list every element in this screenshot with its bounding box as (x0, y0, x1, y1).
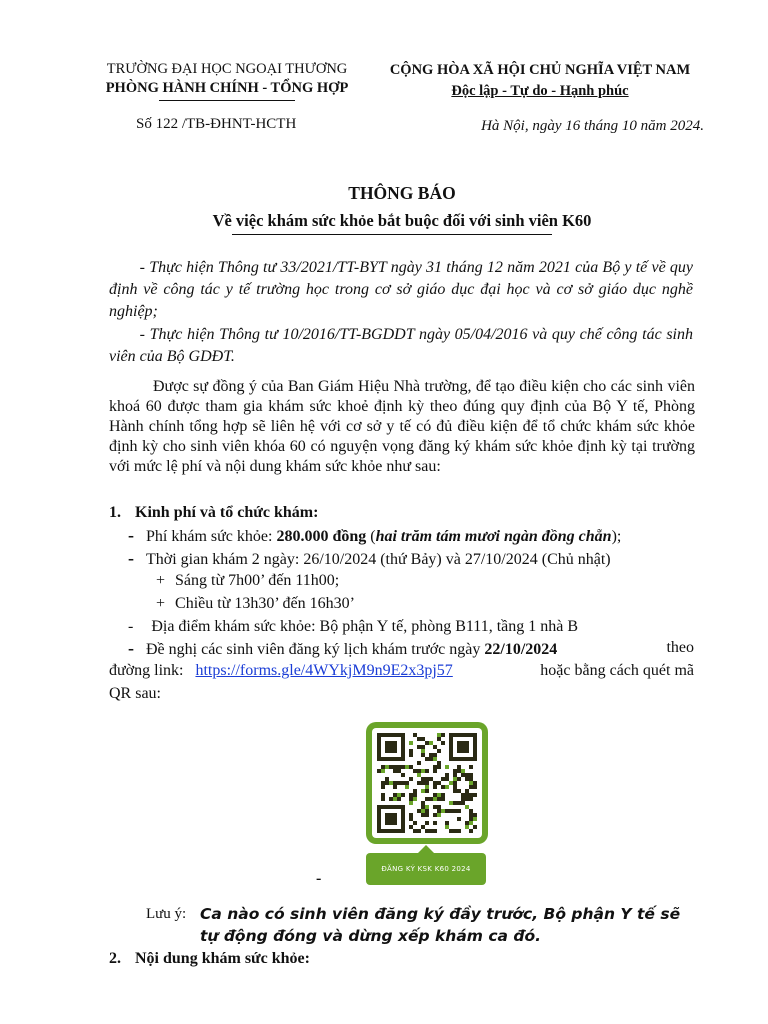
qr-module (433, 813, 437, 817)
qr-code-inner (372, 728, 482, 838)
qr-module (433, 769, 437, 773)
qr-module (461, 797, 465, 801)
qr-module (401, 793, 405, 797)
qr-module (465, 777, 469, 781)
subtitle-underline (232, 234, 552, 235)
qr-module (433, 821, 437, 825)
qr-finder-pattern (385, 813, 397, 825)
qr-module (461, 773, 465, 777)
qr-module (425, 781, 429, 785)
qr-module (429, 777, 433, 781)
qr-module (449, 829, 453, 833)
qr-module (433, 757, 437, 761)
qr-module (409, 817, 413, 821)
exam-location: Địa điểm khám sức khỏe: Bộ phận Y tế, phòng B111, tầng 1 nhà B (151, 618, 579, 635)
qr-module (433, 753, 437, 757)
qr-module (429, 757, 433, 761)
intro-text: Được sự đồng ý của Ban Giám Hiệu Nhà trường, để tạo điều kiện cho các sinh viên khoá 60 được tham gia khám sức khoẻ định kỳ theo đúng quy định của Bộ Y tế, Phòng Hành chính tổng hợp sẽ liên hệ với cơ sở y tế có đủ điều kiện để tổ chức khám sức khỏe định kỳ cho sinh viên khóa 60 có nguyện vọng đăng ký khám sức khỏe định kỳ tại trường với mức lệ phí và nội dung khám sức khỏe như sau: (109, 378, 695, 475)
qr-module (473, 793, 477, 797)
qr-module (389, 765, 393, 769)
qr-code[interactable] (372, 728, 482, 838)
qr-module (445, 777, 449, 781)
qr-module (453, 789, 457, 793)
qr-module (425, 741, 429, 745)
qr-module (409, 813, 413, 817)
qr-module (409, 793, 413, 797)
qr-module (437, 813, 441, 817)
qr-module (413, 733, 417, 737)
qr-module (421, 777, 425, 781)
morning-time: Sáng từ 7h00’ đến 11h00; (175, 572, 340, 589)
qr-module (421, 825, 425, 829)
qr-module (469, 765, 473, 769)
qr-module (433, 745, 437, 749)
qr-module (469, 821, 473, 825)
qr-caption: ĐĂNG KÝ KSK K60 2024 (366, 853, 486, 885)
qr-module (413, 829, 417, 833)
qr-module (437, 805, 441, 809)
qr-module (433, 793, 437, 797)
qr-module (453, 829, 457, 833)
basis-text: Thực hiện Thông tư 10/2016/TT-BGDDT ngày 05/04/2016 và quy chế công tác sinh viên của Bộ GDĐT. (109, 326, 694, 365)
time-line (128, 548, 611, 570)
bullet-dash: - (128, 638, 134, 658)
qr-module (409, 749, 413, 753)
link-line (109, 661, 694, 681)
motto: Độc lập - Tự do - Hạnh phúc (451, 83, 629, 99)
qr-module (425, 813, 429, 817)
link-prefix: đường link: (109, 662, 188, 679)
qr-module (437, 733, 441, 737)
fee-amount: 280.000 đồng (276, 528, 367, 545)
qr-module (433, 785, 437, 789)
qr-module (425, 797, 429, 801)
qr-module (465, 789, 469, 793)
intro-paragraph (109, 377, 695, 477)
qr-module (453, 769, 457, 773)
qr-module (461, 769, 465, 773)
qr-module (397, 769, 401, 773)
qr-module (433, 797, 437, 801)
nation-name: CỘNG HÒA XÃ HỘI CHỦ NGHĨA VIỆT NAM (389, 62, 691, 78)
qr-module (425, 829, 429, 833)
qr-module (465, 773, 469, 777)
qr-module (429, 797, 433, 801)
qr-module (457, 765, 461, 769)
qr-module (437, 781, 441, 785)
qr-finder-pattern (385, 741, 397, 753)
basis-item-2 (109, 324, 693, 368)
qr-module (465, 805, 469, 809)
afternoon-time: Chiều từ 13h30’ đến 16h30’ (175, 595, 355, 612)
qr-module (449, 809, 453, 813)
qr-module (417, 781, 421, 785)
qr-module (397, 793, 401, 797)
qr-module (441, 733, 445, 737)
qr-module (417, 737, 421, 741)
qr-module (449, 801, 453, 805)
header-right (370, 60, 710, 102)
qr-module (425, 777, 429, 781)
qr-module (421, 809, 425, 813)
fee-open: ( (366, 528, 376, 545)
qr-module (433, 829, 437, 833)
qr-module (453, 809, 457, 813)
qr-module (421, 749, 425, 753)
qr-module (409, 741, 413, 745)
qr-module (453, 801, 457, 805)
section-2-title: Nội dung khám sức khỏe: (135, 950, 310, 967)
qr-module (465, 825, 469, 829)
morning-line (156, 571, 339, 591)
bullet-dash: - (128, 525, 134, 545)
qr-module (445, 821, 449, 825)
qr-module (445, 809, 449, 813)
qr-module (457, 789, 461, 793)
qr-module (437, 809, 441, 813)
qr-module (401, 781, 405, 785)
location-line (128, 617, 578, 637)
qr-module (381, 765, 385, 769)
qr-module (437, 793, 441, 797)
qr-module (413, 769, 417, 773)
section-2-heading (109, 949, 310, 969)
qr-module (445, 773, 449, 777)
qr-module (397, 765, 401, 769)
qr-module (473, 785, 477, 789)
department-name: PHÒNG HÀNH CHÍNH - TỔNG HỢP (105, 80, 349, 96)
qr-module (385, 777, 389, 781)
qr-module (409, 765, 413, 769)
register-deadline: 22/10/2024 (484, 641, 558, 658)
qr-module (401, 773, 405, 777)
page-subtitle: Về việc khám sức khỏe bắt buộc đối với sinh viên K60 (212, 211, 592, 230)
qr-module (389, 797, 393, 801)
qr-module (421, 813, 425, 817)
qr-module (473, 781, 477, 785)
qr-module (393, 765, 397, 769)
qr-module (417, 769, 421, 773)
qr-module (393, 793, 397, 797)
qr-module (473, 817, 477, 821)
qr-module (393, 769, 397, 773)
qr-module (437, 797, 441, 801)
qr-module (393, 797, 397, 801)
qr-module (457, 809, 461, 813)
qr-module (413, 797, 417, 801)
page-title: THÔNG BÁO (348, 183, 456, 203)
qr-module (469, 785, 473, 789)
qr-module (469, 809, 473, 813)
qr-module (421, 753, 425, 757)
qr-module (469, 777, 473, 781)
afternoon-line (156, 594, 355, 614)
register-text: Đề nghị các sinh viên đăng ký lịch khám trước ngày (146, 641, 485, 658)
qr-module (449, 781, 453, 785)
qr-module (421, 801, 425, 805)
qr-module (381, 781, 385, 785)
qr-module (445, 785, 449, 789)
document-number: Số 122 /TB-ĐHNT-HCTH (136, 116, 297, 132)
qr-module (421, 745, 425, 749)
basis-dash: - (139, 259, 145, 276)
qr-module (425, 785, 429, 789)
section-1-title: Kinh phí và tổ chức khám: (135, 504, 319, 521)
qr-module (393, 785, 397, 789)
qr-module (473, 813, 477, 817)
qr-module (469, 813, 473, 817)
qr-module (409, 825, 413, 829)
fee-label: Phí khám sức khỏe: (146, 528, 277, 545)
qr-module (437, 737, 441, 741)
qr-module (461, 793, 465, 797)
qr-module (469, 793, 473, 797)
qr-module (445, 765, 449, 769)
qr-module (453, 785, 457, 789)
exam-time: Thời gian khám 2 ngày: 26/10/2024 (thứ Bảy) và 27/10/2024 (Chủ nhật) (146, 551, 611, 568)
link-suffix: hoặc bằng cách quét mã (540, 662, 694, 679)
qr-module (381, 797, 385, 801)
department-underline (159, 100, 295, 101)
bullet-dash: - (128, 548, 134, 568)
qr-module (417, 761, 421, 765)
qr-module (381, 769, 385, 773)
qr-module (421, 805, 425, 809)
qr-module (473, 825, 477, 829)
registration-link[interactable]: https://forms.gle/4WYkjM9n9E2x3pj57 (195, 662, 453, 679)
qr-module (409, 801, 413, 805)
qr-module (413, 821, 417, 825)
qr-module (461, 801, 465, 805)
qr-module (377, 769, 381, 773)
qr-module (457, 769, 461, 773)
qr-module (457, 777, 461, 781)
qr-module (385, 765, 389, 769)
qr-module (445, 825, 449, 829)
qr-module (409, 753, 413, 757)
qr-module (469, 817, 473, 821)
section-2-number: 2. (109, 950, 121, 967)
qr-module (401, 765, 405, 769)
qr-module (457, 801, 461, 805)
qr-intro: QR sau: (109, 685, 161, 702)
qr-module (441, 797, 445, 801)
qr-module (409, 777, 413, 781)
qr-module (421, 781, 425, 785)
section-1-heading (109, 503, 318, 523)
qr-module (453, 777, 457, 781)
qr-module (389, 781, 393, 785)
register-line (128, 638, 694, 660)
qr-module (469, 829, 473, 833)
qr-module (397, 781, 401, 785)
qr-module (381, 785, 385, 789)
qr-module (453, 781, 457, 785)
qr-module (429, 753, 433, 757)
basis-text: Thực hiện Thông tư 33/2021/TT-BYT ngày 31 tháng 12 năm 2021 của Bộ y tế về quy định về công tác y tế trường học trong cơ sở giáo dục đại học và cơ sở giáo dục nghề nghiệp; (109, 259, 693, 320)
qr-module (409, 797, 413, 801)
qr-module (397, 797, 401, 801)
qr-module (405, 765, 409, 769)
qr-module (405, 781, 409, 785)
qr-code-frame[interactable] (366, 722, 488, 844)
basis-dash: - (139, 326, 145, 343)
bullet-plus: + (156, 572, 166, 589)
qr-module (385, 781, 389, 785)
qr-module (441, 809, 445, 813)
qr-module (441, 793, 445, 797)
bullet-dash: - (128, 618, 134, 635)
qr-module (417, 829, 421, 833)
qr-module (425, 769, 429, 773)
qr-module (465, 793, 469, 797)
qr-module (433, 805, 437, 809)
qr-module (425, 821, 429, 825)
qr-module (429, 741, 433, 745)
document-date: Hà Nội, ngày 16 tháng 10 năm 2024. (481, 118, 704, 134)
qr-module (469, 797, 473, 801)
basis-item-1 (109, 257, 693, 323)
qr-module (417, 773, 421, 777)
qr-module (425, 757, 429, 761)
header-left (92, 60, 362, 101)
qr-module (453, 773, 457, 777)
stray-dash: - (316, 870, 322, 887)
qr-module (465, 797, 469, 801)
qr-module (405, 785, 409, 789)
qr-module (441, 741, 445, 745)
qr-module (381, 793, 385, 797)
qr-module (437, 765, 441, 769)
qr-module (441, 777, 445, 781)
qr-module (413, 793, 417, 797)
qr-module (441, 785, 445, 789)
note-label: Lưu ý: (146, 906, 187, 922)
qr-module (465, 821, 469, 825)
fee-words: hai trăm tám mươi ngàn đồng chẵn (375, 528, 612, 545)
qr-module (421, 789, 425, 793)
qr-module (433, 781, 437, 785)
qr-module (425, 789, 429, 793)
qr-module (437, 761, 441, 765)
bullet-plus: + (156, 595, 166, 612)
qr-module (469, 773, 473, 777)
section-1-number: 1. (109, 504, 121, 521)
qr-module (437, 749, 441, 753)
qr-finder-pattern (457, 741, 469, 753)
qr-module (393, 781, 397, 785)
qr-module (469, 781, 473, 785)
qr-module (457, 817, 461, 821)
register-post: theo (666, 639, 694, 656)
qr-module (421, 737, 425, 741)
qr-module (429, 829, 433, 833)
qr-module (457, 829, 461, 833)
fee-close: ); (611, 528, 622, 545)
qr-module (417, 745, 421, 749)
fee-line (128, 525, 621, 547)
qr-module (421, 769, 425, 773)
note-text: Ca nào có sinh viên đăng ký đầy trước, Bộ phận Y tế sẽ tự động đóng và dừng xếp khám ca đó. (200, 905, 681, 945)
qr-module (417, 809, 421, 813)
qr-module (425, 809, 429, 813)
qr-module (413, 789, 417, 793)
school-name: TRƯỜNG ĐẠI HỌC NGOẠI THƯƠNG (106, 61, 348, 77)
qr-module (433, 765, 437, 769)
qr-module (425, 805, 429, 809)
